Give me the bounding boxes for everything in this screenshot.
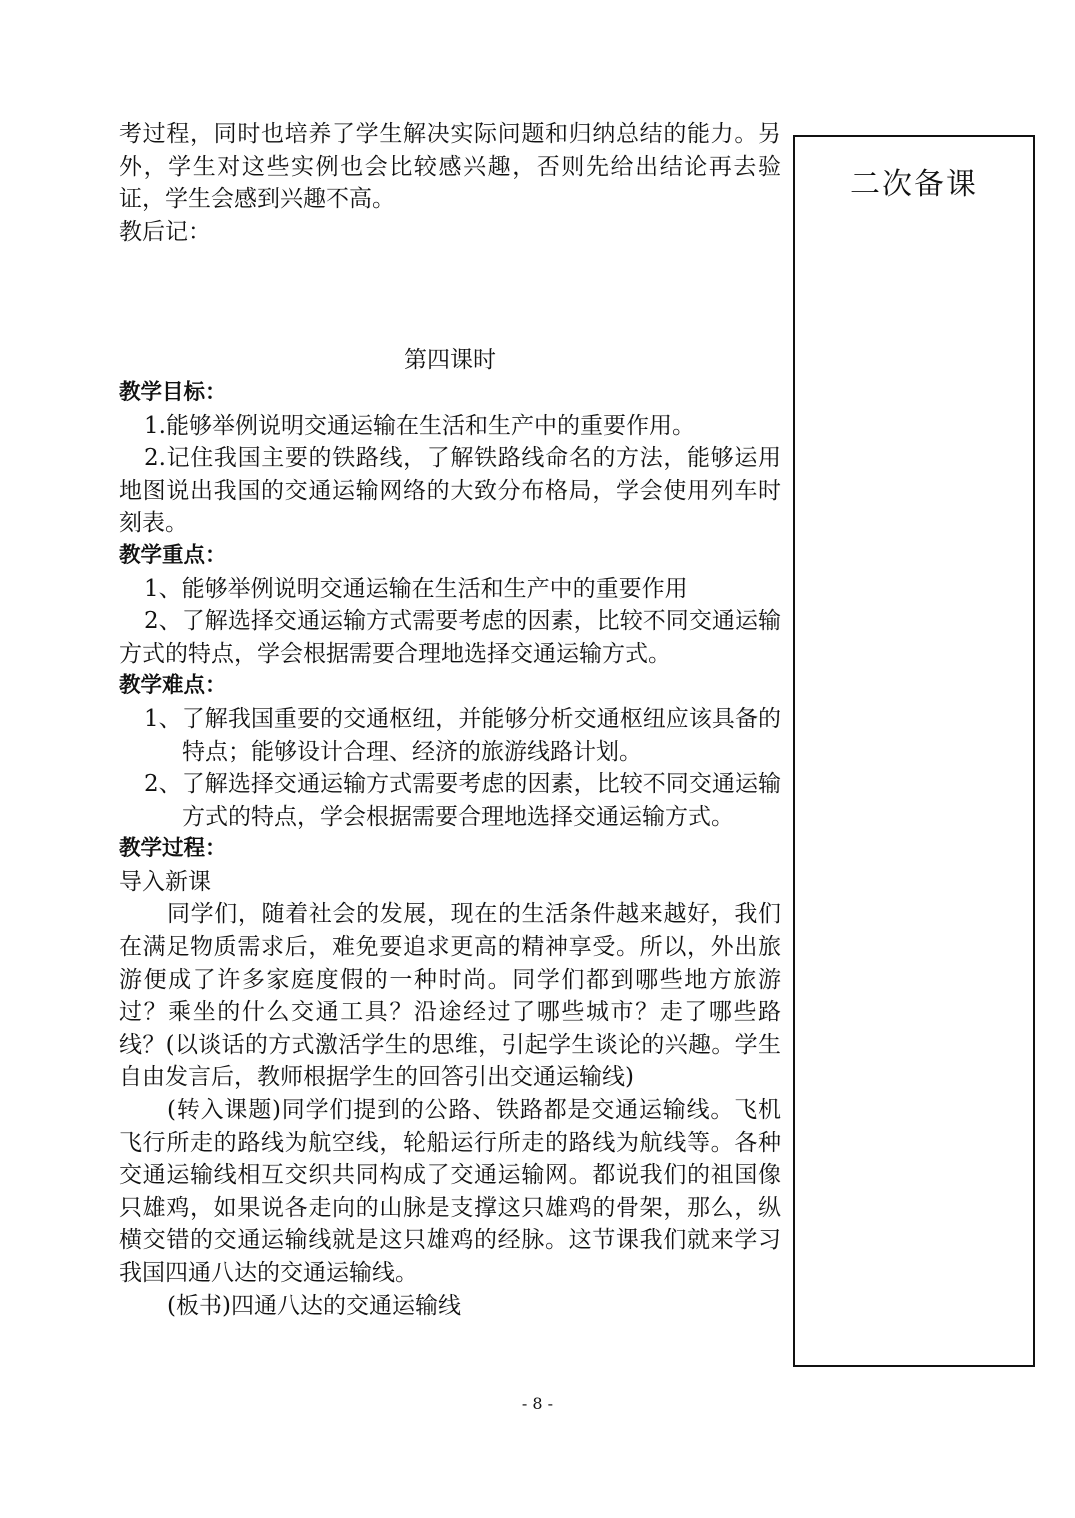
process-heading: 教学过程： (119, 836, 227, 862)
post-teaching-notes-label: 教后记： (119, 218, 211, 245)
objectives-heading: 教学目标： (119, 379, 227, 405)
key-point-item: 2、了解选择交通运输方式需要考虑的因素，比较不同交通运输方式的特点，学会根据需要合理地选择交通运输方式。 (119, 608, 781, 667)
objective-item: 1.能够举例说明交通运输在生活和生产中的重要作用。 (144, 412, 695, 439)
lesson-plan-content (119, 118, 781, 1322)
difficulties-heading: 教学难点： (119, 673, 227, 699)
process-paragraph: 同学们，随着社会的发展，现在的生活条件越来越好，我们在满足物质需求后，难免要追求更高的精神享受。所以，外出旅游便成了许多家庭度假的一种时尚。同学们都到哪些地方旅游过？乘坐的什么交通工具？沿途经过了哪些城市？走了哪些路线？(以谈话的方式激活学生的思维，引起学生谈论的兴趣。学生自由发言后，教师根据学生的回答引出交通运输线) (119, 901, 781, 1091)
difficulty-item: 1、了解我国重要的交通枢纽，并能够分析交通枢纽应该具备的特点；能够设计合理、经济的旅游线路计划。 (144, 705, 781, 765)
second-preparation-box (793, 135, 1035, 1367)
intro-paragraph: 考过程，同时也培养了学生解决实际问题和归纳总结的能力。另外，学生对这些实例也会比较感兴趣，否则先给出结论再去验证，学生会感到兴趣不高。 (119, 121, 781, 213)
objective-item: 2.记住我国主要的铁路线，了解铁路线命名的方法，能够运用地图说出我国的交通运输网络的大致分布格局，学会使用列车时刻表。 (119, 445, 781, 537)
difficulty-item: 2、了解选择交通运输方式需要考虑的因素，比较不同交通运输方式的特点，学会根据需要合理地选择交通运输方式。 (144, 771, 781, 830)
second-preparation-title: 二次备课 (850, 167, 978, 202)
key-points-heading: 教学重点： (119, 542, 227, 568)
process-subheading: 导入新课 (119, 868, 211, 895)
blackboard-note: (板书)四通八达的交通运输线 (167, 1292, 461, 1319)
process-paragraph: (转入课题)同学们提到的公路、铁路都是交通运输线。飞机飞行所走的路线为航空线，轮船运行所走的路线为航线等。各种交通运输线相互交织共同构成了交通运输网。都说我们的祖国像只雄鸡，如果说各走向的山脉是支撑这只雄鸡的骨架，那么，纵横交错的交通运输线就是这只雄鸡的经脉。这节课我们就来学习我国四通八达的交通运输线。 (119, 1097, 781, 1286)
lesson-title: 第四课时 (404, 347, 496, 374)
page-number: - 8 - (521, 1394, 554, 1413)
key-point-item: 1、能够举例说明交通运输在生活和生产中的重要作用 (144, 575, 688, 602)
